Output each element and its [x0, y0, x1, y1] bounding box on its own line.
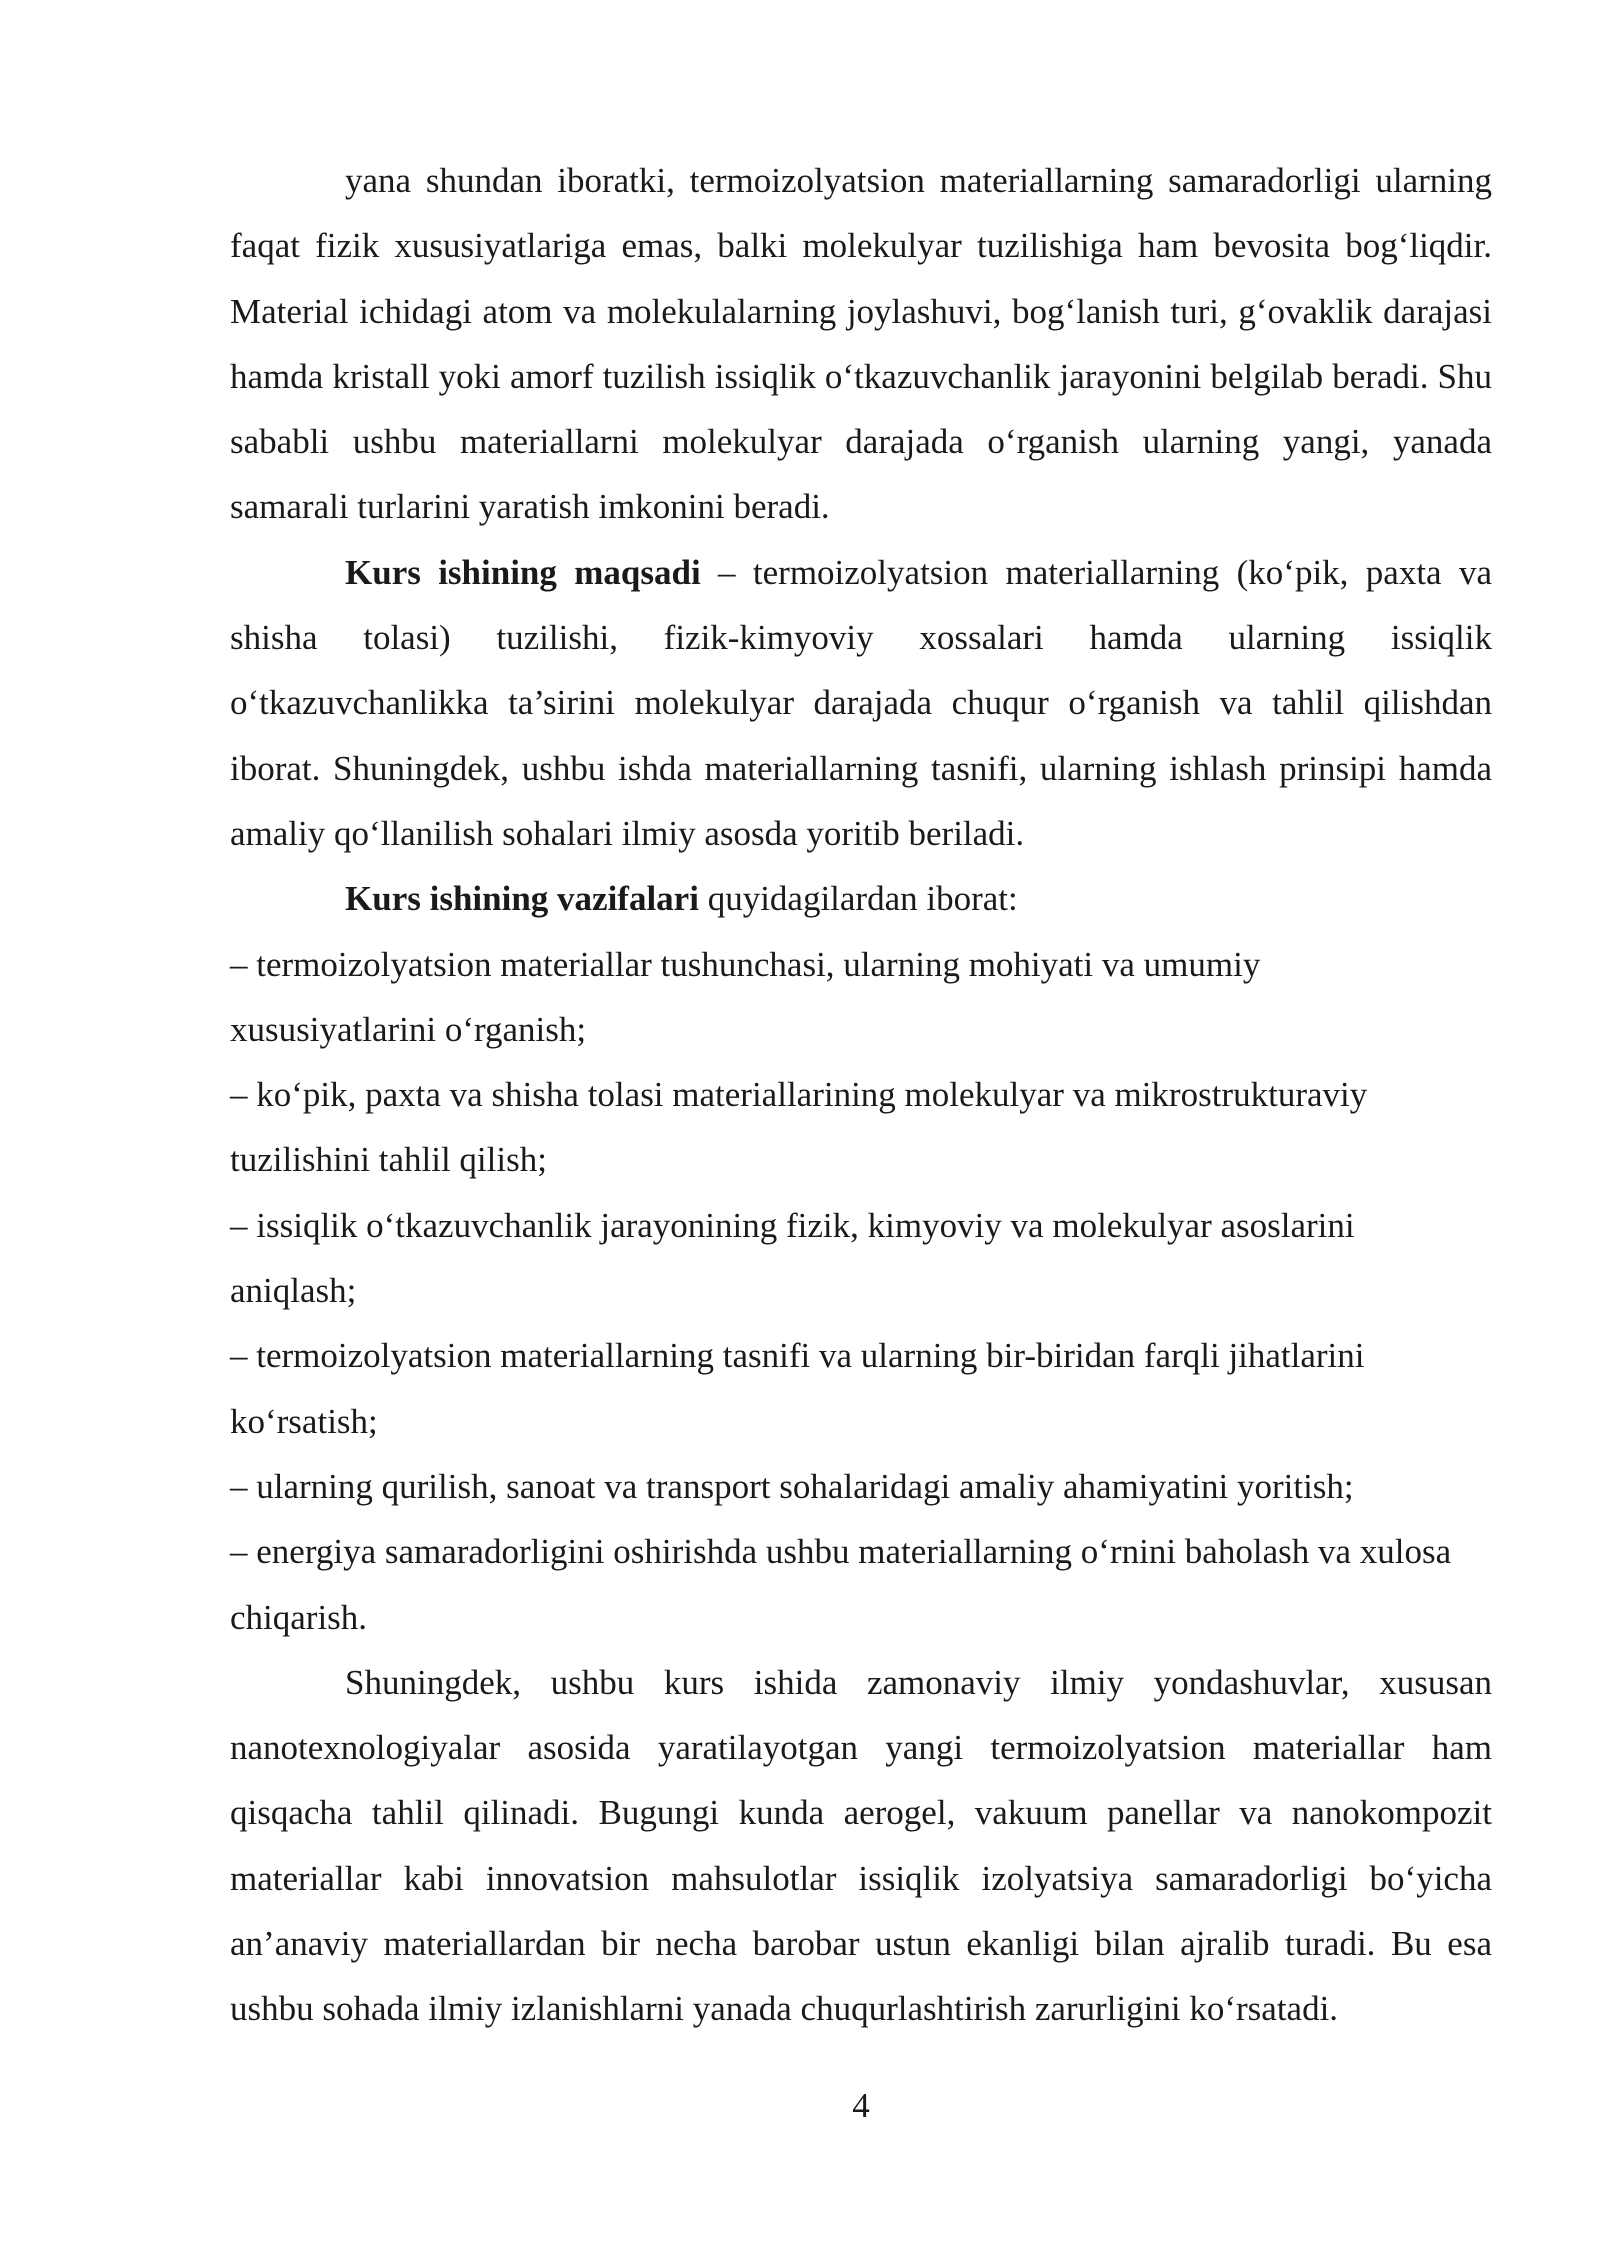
- page-number: 4: [852, 2086, 870, 2125]
- intro-paragraph: yana shundan iboratki, termoizolyatsion materiallarning samaradorligi ularning faqat fizik xususiyatlariga emas, balki molekulyar tuzilishiga ham bevosita bog‘liqdir. Material ichidagi atom va molekulalarning joylashuvi, bog‘lanish turi, g‘ovaklik darajasi hamda kristall yoki amorf tuzilish issiqlik o‘tkazuvchanlik jarayonini belgilab beradi. Shu sababli ushbu materiallarni molekulyar darajada o‘rganish ularning yangi, yanada samarali turlarini yaratish imkonini beradi.: [230, 161, 1492, 527]
- goal-paragraph: [230, 540, 1492, 866]
- list-item: – ularning qurilish, sanoat va transport sohalaridagi amaliy ahamiyatini yoritish;: [230, 1466, 1354, 1506]
- closing-paragraph: Shuningdek, ushbu kurs ishida zamonaviy ilmiy yondashuvlar, xususan nanotexnologiyalar asosida yaratilayotgan yangi termoizolyatsion materiallar ham qisqacha tahlil qilinadi. Bugungi kunda aerogel, vakuum panellar va nanokompozit materiallar kabi innovatsion mahsulotlar issiqlik izolyatsiya samaradorligi bo‘yicha an’anaviy materiallardan bir necha barobar ustun ekanligi bilan ajralib turadi. Bu esa ushbu sohada ilmiy izlanishlarni yanada chuqurlashtirish zarurligini ko‘rsatadi.: [230, 1662, 1492, 2029]
- list-item: – issiqlik o‘tkazuvchanlik jarayonining fizik, kimyoviy va molekulyar asoslarini aniqlash;: [230, 1205, 1355, 1311]
- goal-text: – termoizolyatsion materiallarning (ko‘pik, paxta va shisha tolasi) tuzilishi, fizik-kimyoviy xossalari hamda ularning issiqlik o‘tkazuvchanlikka ta’sirini molekulyar darajada chuqur o‘rganish va tahlil qilishdan iborat. Shuningdek, ushbu ishda materiallarning tasnifi, ularning ishlash prinsipi hamda amaliy qo‘llanilish sohalari ilmiy asosda yoritib beriladi.: [230, 552, 1492, 853]
- list-item: – ko‘pik, paxta va shisha tolasi materiallarining molekulyar va mikrostrukturaviy tuzilishini tahlil qilish;: [230, 1075, 1368, 1180]
- tasks-heading: Kurs ishining vazifalari: [345, 879, 699, 919]
- tasks-list: [230, 932, 1492, 1650]
- list-item: – termoizolyatsion materiallarning tasnifi va ularning bir-biridan farqli jihatlarini ko‘rsatish;: [230, 1336, 1365, 1441]
- tasks-intro: quyidagilardan iborat:: [698, 879, 1018, 919]
- goal-heading: Kurs ishining maqsadi: [345, 552, 701, 592]
- body-text: [230, 148, 1492, 2042]
- list-item: – energiya samaradorligini oshirishda ushbu materiallarning o‘rnini baholash va xulosa chiqarish.: [230, 1532, 1452, 1637]
- list-item: – termoizolyatsion materiallar tushunchasi, ularning mohiyati va umumiy xususiyatlarini o‘rganish;: [230, 944, 1261, 1049]
- tasks-paragraph: [230, 866, 1492, 931]
